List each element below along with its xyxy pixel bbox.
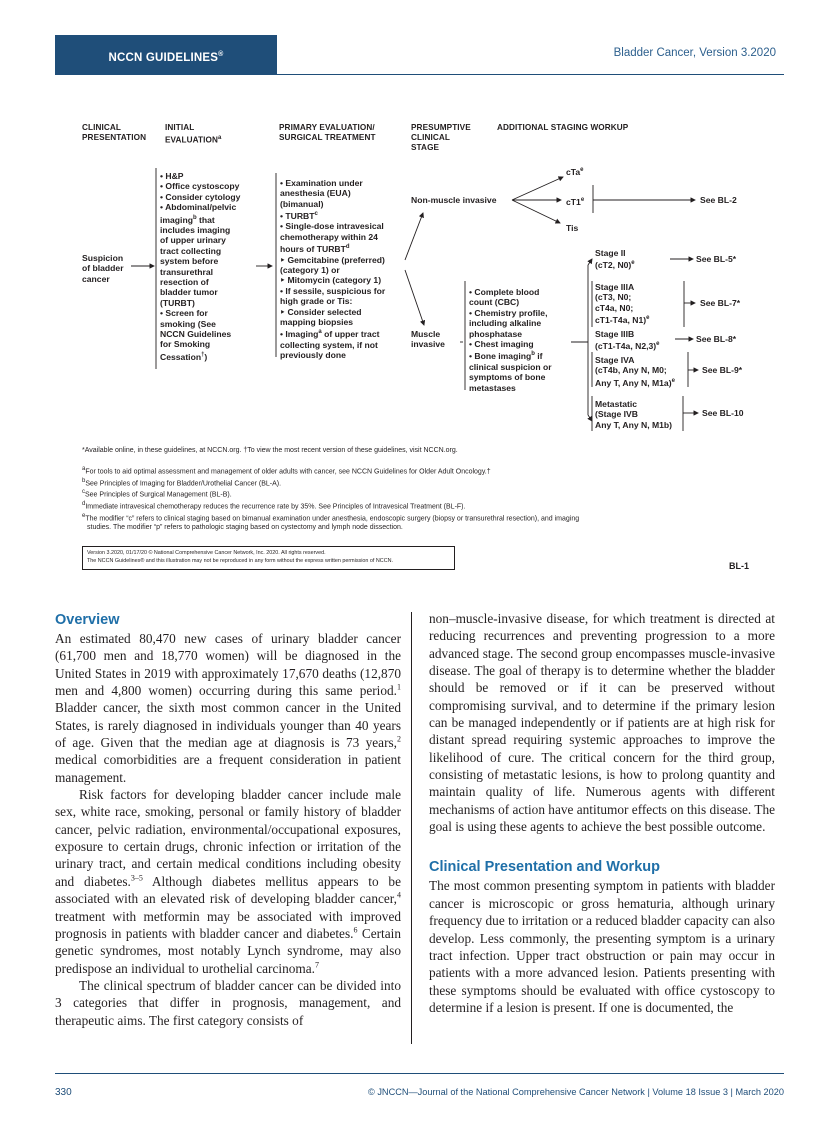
stage-tis: Tis: [566, 223, 579, 233]
non-muscle-invasive: Non-muscle invasive: [411, 195, 497, 205]
see-bl-7-link[interactable]: See BL-7*: [700, 298, 741, 308]
stage-ii: Stage II (cT2, N0)$^e$: [595, 248, 635, 271]
muscle-invasive: Muscle invasive: [411, 329, 445, 350]
stage-iva: Stage IVA (cT4b, Any N, M0; Any T, Any N, M1a)$^e$: [595, 355, 675, 388]
page-code: BL-1: [729, 561, 749, 571]
column-divider: [411, 612, 412, 1044]
see-bl-2-link[interactable]: See BL-2: [700, 195, 737, 205]
footnotes: $^a$For tools to aid optimal assessment and management of older adults with cancer, see NCCN Guidelines for Older Adult Oncology.† $^b$See Principles of Imaging for Bladder/Urothelial Cancer (BL-A). $^c$See Principles of Surgical Management (BL-B). $^d$Immediate intravesical chemotherapy reduces the recurrence rate by 35%. See Principles of Intravesical Treatment (BL-F). $^e$The modifier “c” refers to clinical staging based on bimanual examination under anesthesia, endoscopic surgery (biopsy or transurethral resection), and imaging studies. The modifier “p” refers to pathologic staging based on cystectomy and lymph node dissection.: [82, 466, 580, 531]
paragraph-clinical-presentation: The most common presenting symptom in patients with bladder cancer is microscopic or gross hematuria, although urinary frequency due to irritation or a reduced bladder capacity can also develop. Less commonly, the presenting symptom is a urinary tract infection. Upper tract obstruction or pain may occur in patients with a more advanced lesion. Patients presenting with these symptoms should be evaluated with office cystoscopy to determine if a lesion is present. If one is documented, the: [429, 878, 775, 1015]
see-bl-9-link[interactable]: See BL-9*: [702, 365, 743, 375]
stage-iiia: Stage IIIA (cT3, N0; cT4a, N0; cT1-T4a, N1)$^e$: [595, 282, 650, 326]
see-bl-10-link[interactable]: See BL-10: [702, 408, 744, 418]
footer-rule: [55, 1073, 784, 1074]
suspicion-of-bladder-cancer: Suspicion of bladder cancer: [82, 253, 124, 284]
see-bl-8-link[interactable]: See BL-8*: [696, 334, 737, 344]
stage-metastatic: Metastatic (Stage IVB Any T, Any N, M1b): [595, 399, 673, 430]
header-additional-staging: ADDITIONAL STAGING WORKUP: [497, 123, 629, 132]
primary-evaluation-list: • Examination under anesthesia (EUA) (bimanual) • TURBT$^c$ • Single-dose intravesical chemotherapy within 24 hours of TURBT$^d$ ‣ Gemcitabine (preferred) (category 1) or ‣ Mitomycin (category 1) • If sessile, suspicious for high grade or Tis: ‣ Consider selected mapping biopsies • Imaging$^a$ of upper tract collecting system, if not previously done: [280, 178, 386, 361]
header-primary-evaluation: PRIMARY EVALUATION/ SURGICAL TREATMENT: [279, 123, 376, 142]
nccn-guidelines-tab: NCCN GUIDELINES®: [55, 35, 277, 75]
copyright-box: Version 3.2020, 01/17/20 © National Comprehensive Cancer Network, Inc. 2020. All rights reserved. The NCCN Guidelines® and this illustration may not be reproduced in any form without the express written permission of NCCN.: [82, 546, 455, 570]
stage-cta: cTa$^e$: [566, 166, 584, 177]
paragraph-risk-factors: Risk factors for developing bladder cancer include male sex, white race, smoking, personal or family history of bladder cancer, pelvic radiation, environmental/occupational exposures, exposure to certain drugs, chronic infection or irritation of the urinary tract, and certain medical conditions including obesity and diabetes.$^{3-5}$ Although diabetes mellitus appears to be associated with an elevated risk of developing bladder cancer,$^4$ treatment with metformin may be associated with improved prognosis in patients with bladder cancer and diabetes.$^6$ Certain genetic syndromes, most notably Lynch syndrome, may also predispose an individual to urothelial carcinoma.$^7$: [55, 787, 402, 976]
page-number: 330: [55, 1087, 72, 1098]
stage-ct1: cT1e: [566, 196, 585, 207]
paragraph-clinical-spectrum: The clinical spectrum of bladder cancer can be divided into 3 categories that differ in prognosis, management, and therapeutic aims. The first category consists of: [55, 977, 401, 1028]
paragraph-disease-categories: non–muscle-invasive disease, for which treatment is directed at reducing recurrences and preventing progression to a more advanced stage. The second group encompasses muscle-invasive disease. The goal of therapy is to determine whether the bladder should be removed or if it can be preserved without compromising survival, and to determine if the primary lesion can be managed independently or if patients are at high risk for distant spread requiring systemic approaches to improve the likelihood of cure. The critical concern for the third group, consisting of metastatic lesions, is how to prolong quantity and maintain quality of life. Numerous agents with different mechanisms of action have antitumor effects on this disease. The goal is using these agents to achieve the best possible outcome.: [429, 611, 775, 835]
clinical-presentation-heading: Clinical Presentation and Workup: [429, 859, 660, 876]
see-bl-5-link[interactable]: See BL-5*: [696, 254, 737, 264]
footnote-availability: *Available online, in these guidelines, at NCCN.org. †To view the most recent version of these guidelines, visit NCCN.org.: [82, 447, 458, 454]
journal-citation: © JNCCN—Journal of the National Comprehensive Cancer Network | Volume 18 Issue 3 | March 2020: [368, 1087, 784, 1097]
flowchart: [55, 115, 784, 585]
header-presumptive-stage: PRESUMPTIVE CLINICAL STAGE: [411, 123, 471, 152]
page-header: [55, 35, 784, 75]
article-left-column: [55, 610, 401, 1029]
overview-heading: Overview: [55, 612, 120, 628]
additional-workup-list: • Complete blood count (CBC) • Chemistry profile, including alkaline phosphatase • Chest imaging • Bone imaging$^b$ if clinical suspicion or symptoms of bone metastases: [469, 287, 552, 393]
paragraph-overview-1: An estimated 80,470 new cases of urinary bladder cancer (61,700 men and 18,770 women) will be diagnosed in the United States in 2019 with approximately 17,670 deaths (12,870 men and 4,800 women) occurring during this same period.$^1$ Bladder cancer, the sixth most common cancer in the United States, is rarely diagnosed in individuals younger than 40 years of age. Given that the median age at diagnosis is 73 years,$^2$ medical comorbidities are a frequent consideration in patient management.: [55, 631, 401, 785]
initial-evaluation-list: • H&P • Office cystoscopy • Consider cytology • Abdominal/pelvic imaging$^b$ that includes imaging of upper urinary tract collecting system before transurethral resection of bladder tumor (TURBT) • Screen for smoking (See NCCN Guidelines for Smoking Cessation†): [160, 171, 241, 362]
header-clinical-presentation: CLINICAL PRESENTATION: [82, 123, 147, 142]
stage-iiib: Stage IIIB (cT1-T4a, N2,3)$^e$: [595, 329, 660, 352]
header-initial-evaluation: INITIAL EVALUATION$^a$: [165, 123, 222, 145]
running-title: Bladder Cancer, Version 3.2020: [613, 47, 776, 59]
article-right-column: [429, 610, 775, 1016]
